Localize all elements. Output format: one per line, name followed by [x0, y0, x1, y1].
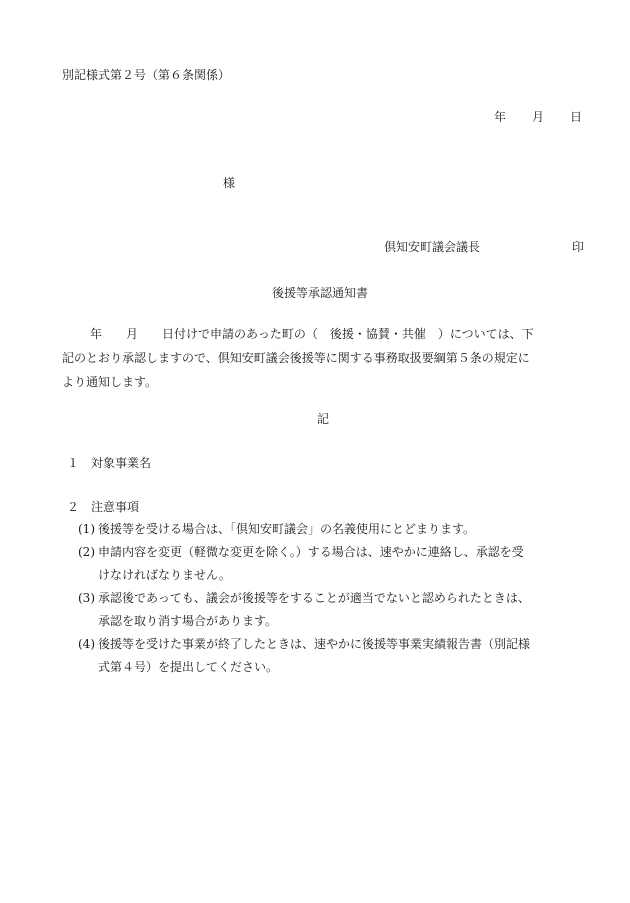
note-text-continued: けなければなりません。: [98, 568, 231, 582]
ki-heading: 記: [317, 412, 330, 426]
body-line-1: 年 月 日付けで申請のあった町の（ 後援・協賛・共催 ）については、下: [90, 327, 534, 341]
issuer-block: [384, 238, 584, 255]
date-day: 日: [569, 110, 582, 124]
section-target-project: [67, 454, 151, 471]
note-text-continued: 式第４号）を提出してください。: [98, 660, 279, 674]
issuer-name: 倶知安町議会議長: [384, 240, 481, 254]
section-label: 注意事項: [91, 500, 140, 514]
date-month: 月: [531, 110, 544, 124]
note-item: [80, 633, 586, 679]
document-title: 後援等承認通知書: [272, 286, 369, 300]
addressee-honorific: 様: [223, 176, 236, 190]
body-line-3: より通知します。: [62, 375, 158, 389]
note-text-continued: 承認を取り消す場合があります。: [98, 614, 278, 628]
note-text: 承認後であっても、議会が後援等をすることが適当でないと認められたときは、: [98, 591, 530, 605]
note-text: 後援等を受けた事業が終了したときは、速やかに後援等事業実績報告書（別記様: [98, 637, 531, 651]
note-number: (1): [78, 522, 95, 536]
section-notes: [67, 498, 139, 515]
note-item: [80, 541, 586, 587]
body-paragraph: [62, 322, 584, 394]
note-number: (3): [78, 591, 95, 605]
date-year: 年: [493, 110, 506, 124]
note-item: [80, 587, 586, 633]
note-item: [80, 518, 586, 541]
form-reference: 別記様式第２号（第６条関係）: [62, 68, 231, 82]
section-number: １: [67, 456, 80, 470]
section-label: 対象事業名: [91, 456, 152, 470]
note-text: 後援等を受ける場合は、「倶知安町議会」の名義使用にとどまります。: [98, 522, 476, 536]
body-line-2: 記のとおり承認しますので、倶知安町議会後援等に関する事務取扱要綱第５条の規定に: [62, 351, 530, 365]
date-line: [494, 108, 582, 125]
section-number: ２: [67, 500, 80, 514]
notes-list: [80, 518, 586, 679]
seal-mark: 印: [571, 240, 584, 254]
note-number: (4): [78, 637, 95, 651]
note-text: 申請内容を変更（軽微な変更を除く。）する場合は、速やかに連絡し、承認を受: [98, 545, 524, 559]
note-number: (2): [78, 545, 95, 559]
